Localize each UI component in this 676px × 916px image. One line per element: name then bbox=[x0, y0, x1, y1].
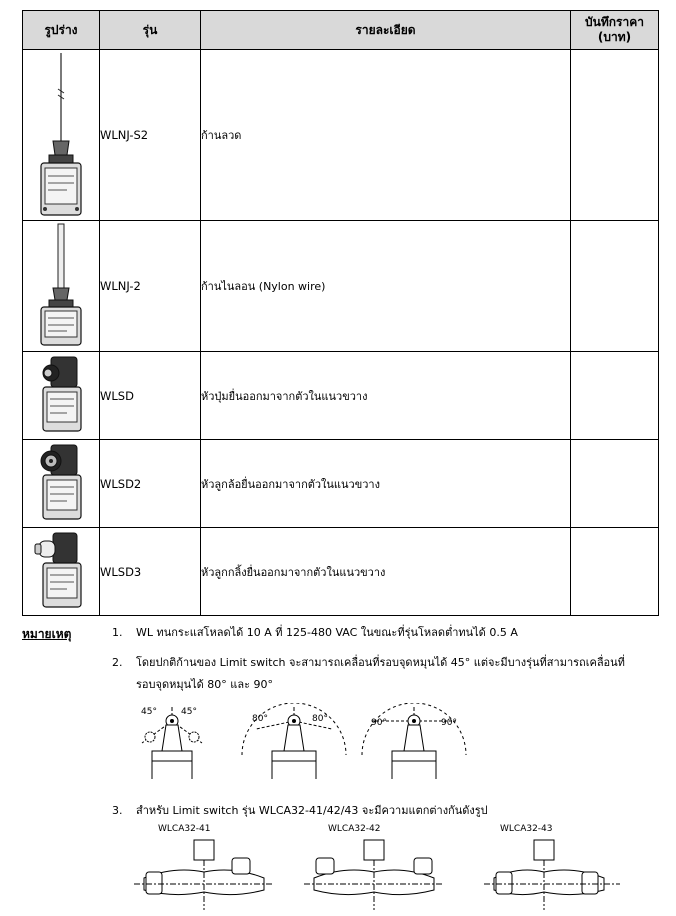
limit-switch-wire-image bbox=[31, 51, 91, 216]
note-text: WL ทนกระแสโหลดได้ 10 A ที่ 125-480 VAC ในขณะที่รุ่นโหลดต่ำทนได้ 0.5 A bbox=[136, 626, 518, 639]
detail-cell: หัวลูกกลิ้งยื่นออกมาจากตัวในแนวขวาง bbox=[201, 528, 571, 616]
model-cell: WLSD3 bbox=[100, 528, 201, 616]
detail-cell: ก้านไนลอน (Nylon wire) bbox=[201, 221, 571, 352]
price-cell bbox=[571, 221, 659, 352]
table-row bbox=[23, 221, 659, 352]
limit-switch-roller-image bbox=[31, 441, 91, 523]
angle-label: 45° bbox=[181, 707, 197, 717]
note-text-line2: รอบจุดหมุนได้ 80° และ 90° bbox=[136, 678, 274, 691]
note-text: สำหรับ Limit switch รุ่น WLCA32-41/42/43 จะมีความแตกต่างกันดังรูป bbox=[136, 804, 488, 817]
model-cell: WLNJ-S2 bbox=[100, 50, 201, 221]
header-detail: รายละเอียด bbox=[201, 11, 571, 50]
product-image-cell bbox=[23, 440, 100, 528]
price-cell bbox=[571, 528, 659, 616]
angle-label: 45° bbox=[141, 707, 157, 717]
price-cell bbox=[571, 440, 659, 528]
product-image-cell bbox=[23, 352, 100, 440]
limit-switch-nylon-image bbox=[31, 222, 91, 347]
table-row bbox=[23, 440, 659, 528]
angle-label: 80° bbox=[312, 714, 328, 724]
model-cell: WLNJ-2 bbox=[100, 221, 201, 352]
wlca32-41-diagram bbox=[134, 840, 274, 910]
header-price-line2: (บาท) bbox=[597, 30, 632, 44]
wlca-label: WLCA32-42 bbox=[328, 824, 381, 834]
wlca-diagrams bbox=[134, 838, 624, 912]
note-1 bbox=[112, 622, 662, 644]
header-price-line1: บันทึกราคา bbox=[585, 15, 644, 29]
note-number: 3. bbox=[112, 804, 123, 817]
header-price bbox=[571, 11, 659, 50]
product-table bbox=[22, 10, 659, 616]
detail-cell: หัวลูกล้อยื่นออกมาจากตัวในแนวขวาง bbox=[201, 440, 571, 528]
table-header-row bbox=[23, 11, 659, 50]
angle-90-diagram bbox=[362, 703, 466, 779]
header-shape: รูปร่าง bbox=[23, 11, 100, 50]
note-number: 2. bbox=[112, 656, 123, 669]
note-number: 1. bbox=[112, 626, 123, 639]
angle-label: 90° bbox=[371, 718, 387, 728]
table-row bbox=[23, 50, 659, 221]
detail-cell: ก้านลวด bbox=[201, 50, 571, 221]
wlca-label: WLCA32-41 bbox=[158, 824, 211, 834]
product-image-cell bbox=[23, 50, 100, 221]
limit-switch-plunger-image bbox=[31, 353, 91, 435]
note-text: โดยปกติก้านของ Limit switch จะสามารถเคลื่อนที่รอบจุดหมุนได้ 45° แต่จะมีบางรุ่นที่สามารถเคลื่อนที่ bbox=[136, 656, 625, 669]
model-cell: WLSD2 bbox=[100, 440, 201, 528]
product-image-cell bbox=[23, 221, 100, 352]
angle-45-diagram bbox=[142, 707, 202, 779]
wlca32-43-diagram bbox=[484, 840, 620, 910]
detail-cell: หัวปุ่มยื่นออกมาจากตัวในแนวขวาง bbox=[201, 352, 571, 440]
note-2 bbox=[112, 652, 662, 696]
price-cell bbox=[571, 50, 659, 221]
note-3 bbox=[112, 800, 662, 822]
wlca32-42-diagram bbox=[304, 840, 444, 910]
limit-switch-cross-roller-image bbox=[31, 529, 91, 611]
angle-label: 80° bbox=[252, 714, 268, 724]
angle-label: 90° bbox=[441, 718, 457, 728]
model-cell: WLSD bbox=[100, 352, 201, 440]
wlca-label: WLCA32-43 bbox=[500, 824, 553, 834]
table-row bbox=[23, 528, 659, 616]
header-model: รุ่น bbox=[100, 11, 201, 50]
price-cell bbox=[571, 352, 659, 440]
table-row bbox=[23, 352, 659, 440]
product-image-cell bbox=[23, 528, 100, 616]
notes-title: หมายเหตุ bbox=[22, 627, 72, 641]
